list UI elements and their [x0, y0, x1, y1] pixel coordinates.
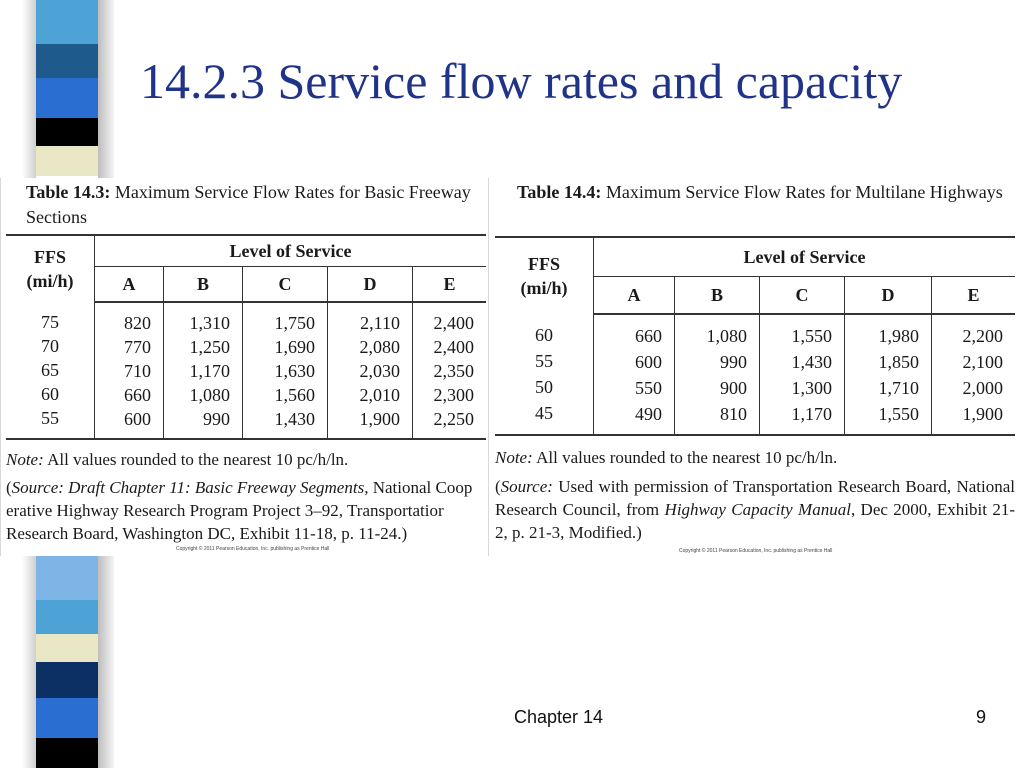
copyright-notice: Copyright © 2011 Pearson Education, Inc. publishing as Prentice Hall [679, 548, 833, 554]
ffs-header: FFS (mi/h) [495, 237, 594, 314]
footer-chapter: Chapter 14 [514, 707, 604, 727]
ffs-value: 60 [41, 384, 59, 404]
stripe-segment [36, 146, 98, 176]
stripe-segment [36, 634, 98, 662]
ffs-value: 70 [41, 336, 59, 356]
table-cell: 1,690 [274, 336, 315, 357]
table-cell: 990 [720, 351, 747, 372]
note-label: Note: [6, 450, 44, 469]
table-cell: 2,300 [433, 384, 474, 405]
slide-title: 14.2.3 Service flow rates and capacity [140, 53, 903, 109]
source-italic: Source: Draft Chapter 11: Basic Freeway Segments, [11, 478, 369, 497]
source-italic: Source: [500, 477, 553, 496]
stripe-segment [36, 44, 98, 78]
table-cell: 2,400 [433, 336, 474, 357]
table-cell: 1,430 [791, 351, 832, 372]
los-c-header: C [243, 267, 328, 303]
ffs-value: 75 [41, 312, 59, 332]
ffs-column [6, 302, 95, 439]
los-d-column [845, 314, 932, 435]
ffs-value: 45 [535, 403, 553, 423]
table-cell: 1,170 [791, 403, 832, 424]
los-b-column [164, 302, 243, 439]
table-caption-text: Maximum Service Flow Rates for Multilane Highways [605, 182, 1003, 202]
table-cell: 660 [124, 384, 151, 405]
table-cell: 2,100 [962, 351, 1003, 372]
table-caption [517, 180, 1017, 205]
table-cell: 2,250 [433, 408, 474, 429]
ffs-column [495, 314, 594, 435]
table-note [6, 448, 348, 471]
table-source: (Source: Draft Chapter 11: Basic Freeway Segments, National Coop erative Highway Research Program Project 3–92, Transportatior Research Board, Washington DC, Exhibit 11-18, p. 11-24.) [6, 478, 473, 543]
stripe-segment [36, 662, 98, 698]
note-text: All values rounded to the nearest 10 pc/h/ln. [536, 448, 838, 467]
los-d-header: D [845, 277, 932, 315]
table-cell: 1,980 [878, 325, 919, 346]
los-c-header: C [760, 277, 845, 315]
table-cell: 820 [124, 312, 151, 333]
los-d-column [328, 302, 413, 439]
table-cell: 1,710 [878, 377, 919, 398]
table-cell: 1,900 [962, 403, 1003, 424]
table-cell: 1,750 [274, 312, 315, 333]
table-cell: 1,080 [706, 325, 747, 346]
table-cell: 600 [635, 351, 662, 372]
stripe-segment [36, 118, 98, 146]
los-c-column [760, 314, 845, 435]
table-cell: 2,030 [359, 360, 400, 381]
table-cell: 770 [124, 336, 151, 357]
table-cell: 2,110 [360, 312, 400, 333]
los-a-header: A [95, 267, 164, 303]
table-cell: 1,550 [878, 403, 919, 424]
los-c-column [243, 302, 328, 439]
table-caption-text: Maximum Service Flow Rates for Basic Freeway Sections [26, 182, 471, 227]
stripe-segment [36, 698, 98, 738]
table-cell: 710 [124, 360, 151, 381]
stripe-segment [36, 18, 98, 44]
los-b-header: B [164, 267, 243, 303]
table-note [495, 446, 837, 469]
stripe-segment [36, 0, 98, 18]
table-cell: 2,000 [962, 377, 1003, 398]
note-text: All values rounded to the nearest 10 pc/h/ln. [47, 450, 349, 469]
table-cell: 1,250 [189, 336, 230, 357]
stripe-segment [36, 78, 98, 118]
stripe-segment [36, 600, 98, 634]
table-14-4 [488, 178, 1024, 556]
table-cell: 550 [635, 377, 662, 398]
ffs-value: 65 [41, 360, 59, 380]
table-cell: 1,560 [274, 384, 315, 405]
stripe-segment [36, 556, 98, 600]
table-cell: 1,300 [791, 377, 832, 398]
los-e-column [932, 314, 1016, 435]
table-cell: 490 [635, 403, 662, 424]
table-source: (Source: Used with permission of Transportation Research Board, National Research Council, from Highway Capacity Manual, Dec 2000, Exhibit 21-2, p. 21-3, Modified.) [495, 477, 1015, 542]
los-e-column [413, 302, 487, 439]
los-b-column [675, 314, 760, 435]
table-cell: 810 [720, 403, 747, 424]
table-label: Table 14.3: [26, 182, 111, 202]
note-label: Note: [495, 448, 533, 467]
level-of-service-header: Level of Service [594, 237, 1016, 277]
table-cell: 1,630 [274, 360, 315, 381]
los-e-header: E [932, 277, 1016, 315]
table-cell: 2,080 [359, 336, 400, 357]
service-flow-table [6, 234, 486, 440]
table-cell: 1,900 [359, 408, 400, 429]
ffs-value: 55 [535, 351, 553, 371]
los-b-header: B [675, 277, 760, 315]
ffs-value: 50 [535, 377, 553, 397]
table-cell: 2,400 [433, 312, 474, 333]
source-italic-title: Highway Capacity Manual [664, 500, 851, 519]
table-label: Table 14.4: [517, 182, 602, 202]
los-a-column [594, 314, 675, 435]
page-number: 9 [976, 707, 987, 727]
table-cell: 2,350 [433, 360, 474, 381]
service-flow-table [495, 236, 1015, 436]
ffs-value: 60 [535, 325, 553, 345]
table-cell: 1,430 [274, 408, 315, 429]
los-a-header: A [594, 277, 675, 315]
table-cell: 1,310 [189, 312, 230, 333]
stripe-segment [36, 738, 98, 768]
table-cell: 660 [635, 325, 662, 346]
table-14-3 [0, 178, 488, 556]
los-a-column [95, 302, 164, 439]
los-e-header: E [413, 267, 487, 303]
table-cell: 1,850 [878, 351, 919, 372]
table-cell: 900 [720, 377, 747, 398]
table-cell: 1,170 [189, 360, 230, 381]
los-d-header: D [328, 267, 413, 303]
copyright-notice: Copyright © 2011 Pearson Education, Inc. publishing as Prentice Hall [176, 546, 330, 552]
table-cell: 2,200 [962, 325, 1003, 346]
table-cell: 1,080 [189, 384, 230, 405]
table-caption [26, 180, 476, 230]
table-cell: 2,010 [359, 384, 400, 405]
table-cell: 990 [203, 408, 230, 429]
table-cell: 1,550 [791, 325, 832, 346]
level-of-service-header: Level of Service [95, 235, 487, 267]
ffs-value: 55 [41, 408, 59, 428]
ffs-header: FFS (mi/h) [6, 235, 95, 302]
table-cell: 600 [124, 408, 151, 429]
